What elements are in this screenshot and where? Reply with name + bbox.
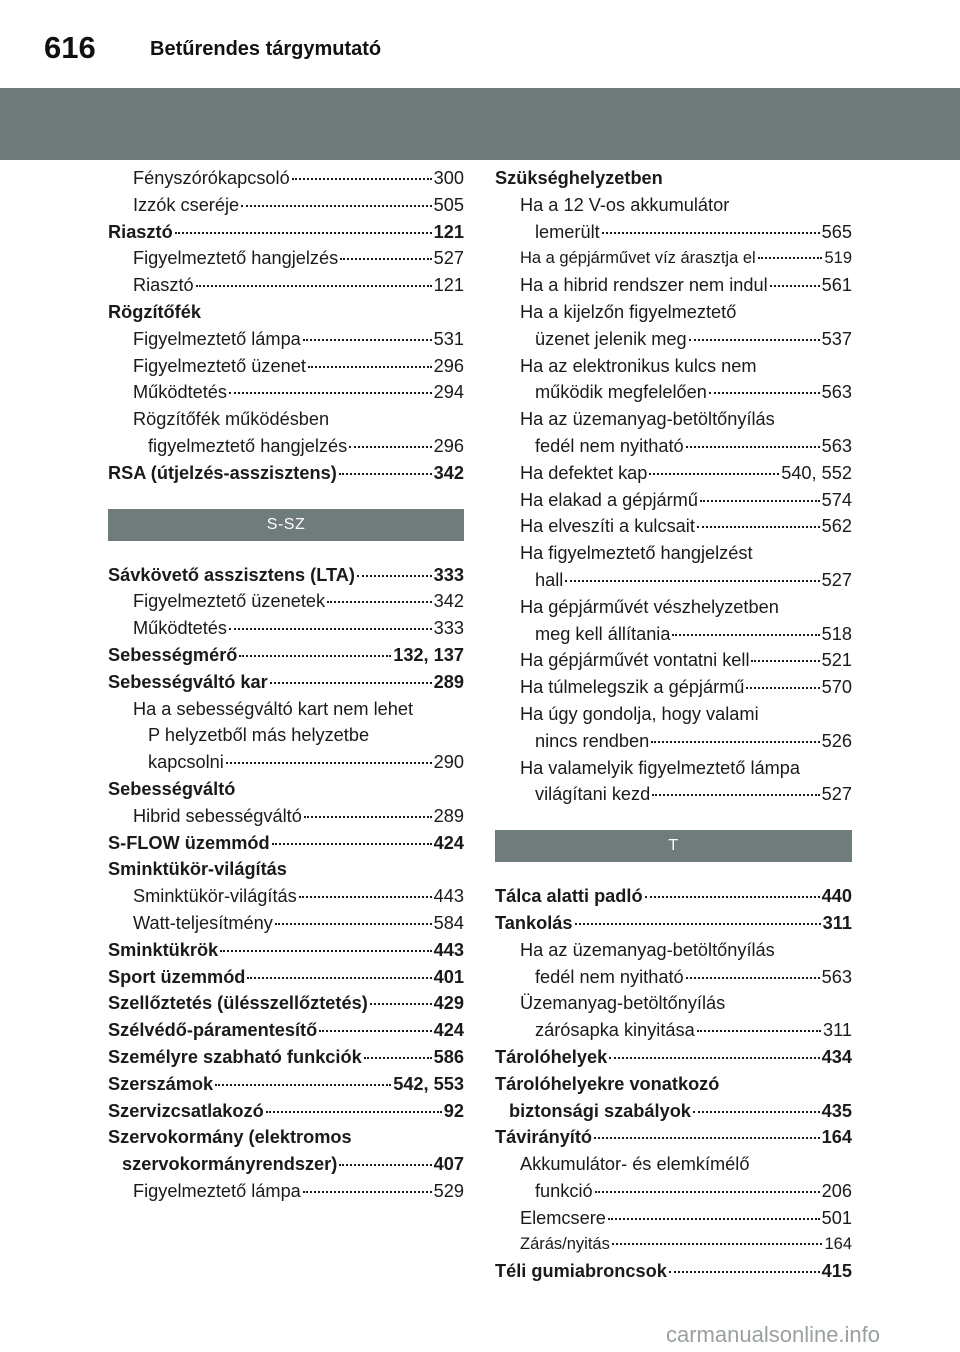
dot-leader: [669, 1271, 820, 1273]
index-entry: [108, 562, 464, 589]
dot-leader: [693, 1111, 820, 1113]
spacer: [495, 808, 852, 830]
index-entry: [495, 621, 852, 648]
index-entry-term: Hibrid sebességváltó: [133, 805, 302, 826]
page-number: 616: [44, 30, 96, 65]
index-entry-term: Működtetés: [133, 618, 228, 639]
index-entry-term: biztonsági szabályok: [509, 1100, 691, 1121]
dot-leader: [220, 950, 431, 952]
page-title: Betűrendes tárgymutató: [150, 38, 382, 60]
dot-leader: [770, 285, 820, 287]
index-entry-page: 519: [824, 249, 852, 268]
index-entry-page: 311: [823, 1020, 852, 1041]
header-band: [0, 88, 960, 160]
index-entry-page: 542, 553: [393, 1073, 464, 1094]
index-entry-page: 537: [821, 328, 852, 349]
index-entry: [495, 487, 852, 514]
index-entry-term: Működtetés: [133, 382, 228, 403]
index-entry-page: 574: [821, 489, 852, 510]
index-entry-term: Szervokormány (elektromos: [108, 1127, 352, 1148]
index-entry-term: zárósapka kinyitása: [535, 1020, 695, 1041]
index-entry-term: Rögzítőfék: [108, 301, 201, 322]
dot-leader: [241, 205, 432, 207]
index-entry: [495, 353, 852, 380]
index-entry: [108, 964, 464, 991]
index-entry: [495, 406, 852, 433]
index-entry: [108, 883, 464, 910]
index-entry: [495, 379, 852, 406]
index-entry-page: 296: [433, 355, 464, 376]
index-entry-page: 429: [433, 993, 464, 1014]
index-entry-page: 531: [433, 328, 464, 349]
index-entry: [108, 803, 464, 830]
index-entry: [495, 540, 852, 567]
index-entry-term: Ha a kijelzőn figyelmeztető: [520, 301, 737, 322]
index-entry: [108, 165, 464, 192]
index-entry-term: Riasztó: [108, 221, 173, 242]
dot-leader: [266, 1111, 442, 1113]
index-entry-page: 527: [433, 248, 464, 269]
index-entry: [495, 594, 852, 621]
index-entry-page: 518: [821, 623, 852, 644]
dot-leader: [608, 1218, 820, 1220]
index-entry-term: Ha a hibrid rendszer nem indul: [520, 275, 768, 296]
index-entry-page: 584: [433, 912, 464, 933]
dot-leader: [339, 473, 432, 475]
index-entry: [495, 701, 852, 728]
dot-leader: [609, 1057, 819, 1059]
index-entry-term: lemerült: [535, 221, 600, 242]
index-entry-page: 443: [433, 939, 464, 960]
dot-leader: [697, 526, 820, 528]
index-entry: [495, 1098, 852, 1125]
index-entry-term: Ha úgy gondolja, hogy valami: [520, 703, 759, 724]
index-entry: [108, 696, 464, 723]
index-entry: [495, 674, 852, 701]
index-entry: [495, 1205, 852, 1232]
index-entry: [495, 513, 852, 540]
index-entry: [108, 669, 464, 696]
index-entry-page: 342: [433, 591, 464, 612]
index-entry: [495, 1071, 852, 1098]
index-entry-term: hall: [535, 569, 564, 590]
index-entry-page: 164: [824, 1235, 852, 1254]
index-entry-term: Szervizcsatlakozó: [108, 1100, 264, 1121]
index-entry-term: üzenet jelenik meg: [535, 328, 687, 349]
dot-leader: [652, 794, 819, 796]
index-entry: [108, 776, 464, 803]
dot-leader: [594, 1137, 820, 1139]
dot-leader: [304, 816, 432, 818]
index-entry-page: 435: [821, 1100, 852, 1121]
dot-leader: [175, 232, 432, 234]
index-entry-page: 311: [822, 912, 852, 933]
index-entry-page: 290: [433, 752, 464, 773]
index-entry: [108, 937, 464, 964]
index-entry-term: Ha túlmelegszik a gépjármű: [520, 677, 745, 698]
index-entry-page: 529: [433, 1180, 464, 1201]
index-entry-term: Szélvédő-páramentesítő: [108, 1020, 318, 1041]
index-entry: [108, 379, 464, 406]
dot-leader: [700, 500, 820, 502]
index-entry-page: 563: [821, 966, 852, 987]
index-entry-term: Sminktükrök: [108, 939, 219, 960]
index-entry-term: Figyelmeztető lámpa: [133, 328, 301, 349]
index-entry-page: 300: [433, 168, 464, 188]
index-entry-page: 342: [433, 462, 464, 483]
index-entry-page: 562: [821, 516, 852, 537]
index-entry-term: Üzemanyag-betöltőnyílás: [520, 993, 726, 1014]
index-entry-term: Sebességmérő: [108, 644, 238, 665]
dot-leader: [247, 977, 431, 979]
index-entry-term: Ha elveszíti a kulcsait: [520, 516, 695, 537]
dot-leader: [308, 366, 432, 368]
index-entry-page: 440: [821, 886, 852, 907]
index-entry-page: 164: [821, 1127, 852, 1148]
index-entry-term: Sminktükör-világítás: [133, 886, 297, 907]
index-entry-term: Ha az üzemanyag-betöltőnyílás: [520, 409, 775, 430]
index-entry: [495, 781, 852, 808]
index-entry-term: Szerszámok: [108, 1073, 214, 1094]
index-entry: [108, 219, 464, 246]
index-column-right: [495, 165, 852, 1285]
index-entry-term: fedél nem nyitható: [535, 435, 684, 456]
index-entry-page: 333: [433, 618, 464, 639]
index-entry-page: 289: [433, 805, 464, 826]
dot-leader: [672, 634, 819, 636]
index-entry-page: 434: [821, 1046, 852, 1067]
index-entry-term: Watt-teljesítmény: [133, 912, 273, 933]
index-entry: [108, 326, 464, 353]
index-entry-page: 563: [821, 435, 852, 456]
index-entry-page: 527: [821, 784, 852, 805]
index-entry-term: Ha elakad a gépjármű: [520, 489, 698, 510]
dot-leader: [303, 339, 432, 341]
index-entry-page: 294: [433, 382, 464, 403]
top-bar: [0, 0, 960, 88]
index-entry-term: meg kell állítania: [535, 623, 671, 644]
spacer: [108, 487, 464, 509]
index-entry-page: 570: [821, 677, 852, 698]
index-entry-term: Ha az üzemanyag-betöltőnyílás: [520, 939, 775, 960]
index-entry: [495, 567, 852, 594]
dot-leader: [565, 580, 819, 582]
index-entry-term: szervokormányrendszer): [122, 1154, 338, 1175]
index-entry: [108, 856, 464, 883]
index-entry-term: Ha a 12 V-os akkumulátor: [520, 194, 730, 215]
index-entry: [495, 883, 852, 910]
dot-leader: [292, 178, 432, 180]
index-entry: [495, 964, 852, 991]
index-entry-term: Tárolóhelyek: [495, 1046, 608, 1067]
dot-leader: [349, 446, 431, 448]
index-entry: [495, 990, 852, 1017]
index-entry-term: fedél nem nyitható: [535, 966, 684, 987]
dot-leader: [686, 446, 820, 448]
index-entry-term: Ha a gépjárművet víz árasztja el: [520, 249, 756, 268]
index-entry-page: 424: [433, 1020, 464, 1041]
index-entry: [495, 245, 852, 272]
letter-heading-s-sz: S-SZ: [108, 509, 464, 541]
index-entry-term: Tankolás: [495, 912, 573, 933]
dot-leader: [239, 655, 391, 657]
index-group-t: [495, 883, 852, 1285]
index-entry-term: P helyzetből más helyzetbe: [148, 725, 370, 746]
dot-leader: [272, 843, 432, 845]
index-entry: [108, 1151, 464, 1178]
index-entry: [495, 326, 852, 353]
dot-leader: [319, 1030, 431, 1032]
index-entry: [495, 910, 852, 937]
index-entry-term: Ha defektet kap: [520, 462, 648, 483]
index-entry-term: nincs rendben: [535, 730, 650, 751]
index-entry: [495, 165, 852, 192]
index-entry: [108, 406, 464, 433]
index-entry-term: Figyelmeztető üzenet: [133, 355, 306, 376]
index-entry-term: funkció: [535, 1180, 593, 1201]
index-entry: [495, 433, 852, 460]
index-entry-page: 501: [821, 1207, 852, 1228]
index-entry-page: 505: [433, 194, 464, 215]
index-entry: [495, 1044, 852, 1071]
index-entry-term: Tálca alatti padló: [495, 886, 643, 907]
index-entry-page: 424: [433, 832, 464, 853]
dot-leader: [370, 1003, 432, 1005]
dot-leader: [339, 1164, 431, 1166]
dot-leader: [697, 1030, 821, 1032]
index-entry-term: Sebességváltó kar: [108, 671, 268, 692]
spacer: [495, 862, 852, 883]
index-entry-term: Riasztó: [133, 275, 194, 296]
index-entry-term: Zárás/nyitás: [520, 1235, 610, 1254]
index-entry-page: 443: [433, 886, 464, 907]
index-column-left: [108, 165, 464, 1205]
index-entry: [108, 353, 464, 380]
index-entry: [495, 1151, 852, 1178]
index-entry: [495, 1178, 852, 1205]
index-entry-term: Személyre szabható funkciók: [108, 1046, 362, 1067]
dot-leader: [575, 923, 821, 925]
index-group-s-sz: [108, 562, 464, 1205]
index-entry: [108, 910, 464, 937]
index-entry: [108, 1044, 464, 1071]
dot-leader: [299, 896, 432, 898]
index-entry-page: 415: [821, 1261, 852, 1282]
index-entry: [108, 1071, 464, 1098]
index-entry: [495, 272, 852, 299]
dot-leader: [709, 392, 820, 394]
index-entry-term: Elemcsere: [520, 1207, 606, 1228]
index-entry: [495, 1124, 852, 1151]
index-entry: [108, 245, 464, 272]
index-entry: [108, 990, 464, 1017]
index-entry-term: Sávkövető asszisztens (LTA): [108, 564, 355, 585]
dot-leader: [746, 687, 819, 689]
index-entry: [495, 1258, 852, 1285]
index-entry-page: 401: [433, 966, 464, 987]
index-entry: [108, 722, 464, 749]
dot-leader: [303, 1191, 432, 1193]
dot-leader: [226, 762, 432, 764]
dot-leader: [689, 339, 820, 341]
index-entry-term: Szellőztetés (ülésszellőztetés): [108, 993, 368, 1014]
letter-heading-t: T: [495, 830, 852, 862]
index-entry-term: S-FLOW üzemmód: [108, 832, 270, 853]
index-entry: [108, 615, 464, 642]
dot-leader: [275, 923, 432, 925]
index-entry-page: 563: [821, 382, 852, 403]
index-entry-term: Figyelmeztető lámpa: [133, 1180, 301, 1201]
watermark: carmanualsonline.info: [666, 1322, 881, 1347]
index-entry: [108, 749, 464, 776]
index-entry: [108, 433, 464, 460]
dot-leader: [612, 1243, 823, 1245]
index-entry-term: Ha a sebességváltó kart nem lehet: [133, 698, 414, 719]
index-entry-term: Szükséghelyzetben: [495, 168, 663, 188]
index-entry: [108, 830, 464, 857]
index-entry-term: világítani kezd: [535, 784, 651, 805]
index-entry-page: 92: [443, 1100, 464, 1121]
index-entry-page: 586: [433, 1046, 464, 1067]
index-entry: [108, 642, 464, 669]
index-entry-term: Sport üzemmód: [108, 966, 246, 987]
index-entry: [108, 460, 464, 487]
index-entry-page: 526: [821, 730, 852, 751]
index-entry-term: Fényszórókapcsoló: [133, 168, 290, 188]
index-entry-term: Ha gépjárművét vészhelyzetben: [520, 596, 779, 617]
index-entry-term: Rögzítőfék működésben: [133, 409, 330, 430]
dot-leader: [196, 285, 432, 287]
index-entry-page: 289: [433, 671, 464, 692]
index-entry-term: Távirányító: [495, 1127, 593, 1148]
index-entry: [495, 1231, 852, 1258]
index-entry-page: 333: [433, 564, 464, 585]
index-entry: [108, 299, 464, 326]
index-entry: [108, 192, 464, 219]
index-entry-page: 132, 137: [393, 644, 464, 665]
index-entry-term: Sminktükör-világítás: [108, 859, 287, 880]
dot-leader: [595, 1191, 820, 1193]
index-entry-page: 296: [433, 435, 464, 456]
index-entry-term: Ha az elektronikus kulcs nem: [520, 355, 757, 376]
index-entry: [495, 937, 852, 964]
dot-leader: [649, 473, 779, 475]
dot-leader: [357, 575, 432, 577]
index-entry-term: Figyelmeztető üzenetek: [133, 591, 326, 612]
index-entry: [495, 299, 852, 326]
dot-leader: [651, 741, 819, 743]
index-entry: [495, 460, 852, 487]
index-entry: [108, 1017, 464, 1044]
index-entry-page: 527: [821, 569, 852, 590]
dot-leader: [364, 1057, 432, 1059]
index-entry-page: 561: [821, 275, 852, 296]
index-entry-term: Ha gépjárművét vontatni kell: [520, 650, 750, 671]
index-entry: [108, 1124, 464, 1151]
index-entry-term: kapcsolni: [148, 752, 224, 773]
index-entry-term: működik megfelelően: [535, 382, 707, 403]
index-entry-page: 206: [821, 1180, 852, 1201]
index-group-r: [108, 165, 464, 487]
index-entry: [495, 219, 852, 246]
dot-leader: [327, 601, 432, 603]
index-group-sz-cont: [495, 165, 852, 808]
dot-leader: [270, 682, 432, 684]
index-entry: [108, 1178, 464, 1205]
index-entry-term: Tárolóhelyekre vonatkozó: [495, 1073, 720, 1094]
index-entry-page: 540, 552: [781, 462, 852, 483]
index-entry: [495, 1017, 852, 1044]
dot-leader: [645, 896, 820, 898]
index-entry: [495, 755, 852, 782]
index-entry: [495, 192, 852, 219]
dot-leader: [215, 1084, 391, 1086]
dot-leader: [340, 258, 431, 260]
index-entry: [495, 647, 852, 674]
dot-leader: [751, 660, 819, 662]
dot-leader: [686, 977, 820, 979]
index-entry-term: Akkumulátor- és elemkímélő: [520, 1154, 750, 1175]
dot-leader: [758, 257, 823, 259]
index-entry-term: figyelmeztető hangjelzés: [148, 435, 348, 456]
index-entry-term: Izzók cseréje: [133, 194, 240, 215]
index-entry-page: 521: [821, 650, 852, 671]
index-entry: [108, 588, 464, 615]
dot-leader: [602, 232, 820, 234]
index-entry: [108, 272, 464, 299]
index-entry-term: RSA (útjelzés-asszisztens): [108, 462, 337, 483]
dot-leader: [229, 628, 432, 630]
index-entry-term: Ha figyelmeztető hangjelzést: [520, 543, 753, 564]
index-entry-page: 407: [433, 1154, 464, 1175]
index-entry-term: Téli gumiabroncsok: [495, 1261, 667, 1282]
dot-leader: [229, 392, 432, 394]
index-entry-page: 565: [821, 221, 852, 242]
index-entry-page: 121: [433, 275, 464, 296]
index-entry: [108, 1098, 464, 1125]
index-entry: [495, 728, 852, 755]
index-entry-term: Figyelmeztető hangjelzés: [133, 248, 339, 269]
spacer: [108, 541, 464, 562]
index-entry-term: Ha valamelyik figyelmeztető lámpa: [520, 757, 800, 778]
index-entry-page: 121: [433, 221, 464, 242]
index-entry-term: Sebességváltó: [108, 778, 236, 799]
